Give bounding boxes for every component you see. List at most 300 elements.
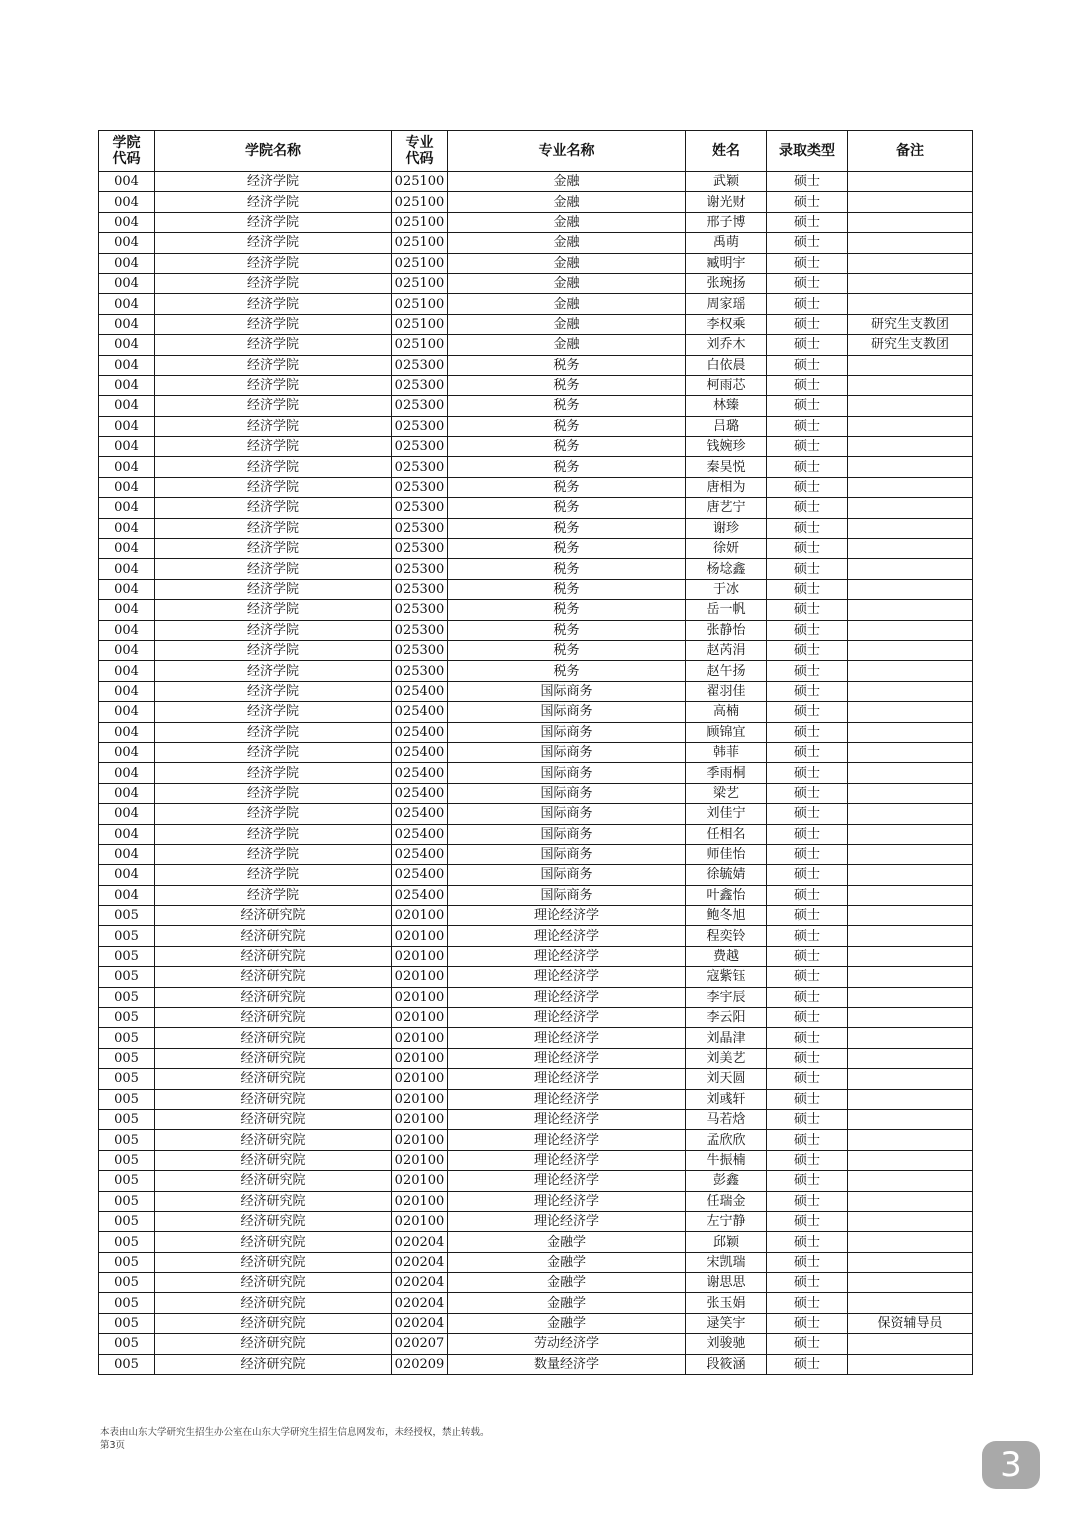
admission-type-cell: 硕士 [767, 742, 848, 762]
major-name-cell: 国际商务 [448, 824, 686, 844]
table-row [99, 1334, 973, 1354]
admission-type-cell: 硕士 [767, 1028, 848, 1048]
remarks-cell [848, 1334, 973, 1354]
student-name-cell: 唐艺宁 [686, 498, 767, 518]
college-code-cell: 004 [99, 437, 155, 457]
major-code-cell: 025400 [392, 844, 448, 864]
student-name-cell: 徐妍 [686, 539, 767, 559]
major-code-cell: 020100 [392, 1109, 448, 1129]
major-name-cell: 税务 [448, 600, 686, 620]
college-name-cell: 经济学院 [155, 865, 392, 885]
table-row [99, 335, 973, 355]
remarks-cell [848, 885, 973, 905]
college-name-cell: 经济学院 [155, 600, 392, 620]
major-name-cell: 理论经济学 [448, 926, 686, 946]
table-row [99, 987, 973, 1007]
college-name-cell: 经济研究院 [155, 987, 392, 1007]
remarks-cell [848, 355, 973, 375]
college-code-cell: 005 [99, 987, 155, 1007]
table-row [99, 1293, 973, 1313]
college-code-cell: 004 [99, 314, 155, 334]
major-code-cell: 025300 [392, 416, 448, 436]
student-name-cell: 钱婉珍 [686, 437, 767, 457]
admission-type-cell: 硕士 [767, 987, 848, 1007]
remarks-cell [848, 967, 973, 987]
college-name-cell: 经济学院 [155, 273, 392, 293]
student-name-cell: 高楠 [686, 702, 767, 722]
admission-type-cell: 硕士 [767, 477, 848, 497]
college-code-cell: 004 [99, 620, 155, 640]
table-row [99, 1232, 973, 1252]
major-code-cell: 025100 [392, 192, 448, 212]
remarks-cell [848, 742, 973, 762]
major-code-cell: 025300 [392, 498, 448, 518]
student-name-cell: 程奕铃 [686, 926, 767, 946]
remarks-cell [848, 396, 973, 416]
major-name-cell: 理论经济学 [448, 967, 686, 987]
major-name-cell: 理论经济学 [448, 946, 686, 966]
college-name-cell: 经济学院 [155, 172, 392, 192]
remarks-cell [848, 294, 973, 314]
major-code-cell: 020100 [392, 1028, 448, 1048]
major-name-cell: 理论经济学 [448, 1069, 686, 1089]
admission-type-cell: 硕士 [767, 620, 848, 640]
college-name-cell: 经济学院 [155, 661, 392, 681]
college-code-cell: 004 [99, 172, 155, 192]
college-name-cell: 经济研究院 [155, 1150, 392, 1170]
remarks-cell: 研究生支教团 [848, 335, 973, 355]
major-code-cell: 025400 [392, 783, 448, 803]
major-name-cell: 金融 [448, 172, 686, 192]
table-row [99, 375, 973, 395]
college-code-cell: 004 [99, 233, 155, 253]
remarks-cell [848, 518, 973, 538]
admission-type-cell: 硕士 [767, 967, 848, 987]
remarks-cell [848, 498, 973, 518]
college-code-cell: 005 [99, 1048, 155, 1068]
major-code-cell: 020100 [392, 906, 448, 926]
major-name-cell: 国际商务 [448, 763, 686, 783]
admission-type-cell: 硕士 [767, 1354, 848, 1374]
admission-type-cell: 硕士 [767, 253, 848, 273]
student-name-cell: 谢珍 [686, 518, 767, 538]
admission-type-cell: 硕士 [767, 1232, 848, 1252]
major-name-cell: 理论经济学 [448, 1211, 686, 1231]
major-name-cell: 劳动经济学 [448, 1334, 686, 1354]
student-name-cell: 寇紫钰 [686, 967, 767, 987]
college-name-cell: 经济研究院 [155, 1171, 392, 1191]
remarks-cell [848, 987, 973, 1007]
college-code-cell: 004 [99, 579, 155, 599]
admission-type-cell: 硕士 [767, 314, 848, 334]
college-code-cell: 004 [99, 600, 155, 620]
college-name-cell: 经济研究院 [155, 1008, 392, 1028]
remarks-cell [848, 804, 973, 824]
college-code-cell: 004 [99, 681, 155, 701]
major-name-cell: 国际商务 [448, 865, 686, 885]
major-name-cell: 金融学 [448, 1252, 686, 1272]
college-code-cell: 005 [99, 1028, 155, 1048]
table-row [99, 518, 973, 538]
admission-type-cell: 硕士 [767, 416, 848, 436]
college-code-cell: 005 [99, 1273, 155, 1293]
student-name-cell: 杨埝鑫 [686, 559, 767, 579]
major-code-cell: 025400 [392, 865, 448, 885]
major-name-cell: 金融 [448, 314, 686, 334]
major-name-cell: 金融学 [448, 1273, 686, 1293]
college-name-cell: 经济研究院 [155, 946, 392, 966]
admission-type-cell: 硕士 [767, 518, 848, 538]
major-name-cell: 税务 [448, 437, 686, 457]
remarks-cell [848, 416, 973, 436]
college-code-cell: 004 [99, 865, 155, 885]
admission-type-cell: 硕士 [767, 498, 848, 518]
college-code-cell: 004 [99, 539, 155, 559]
college-code-cell: 004 [99, 885, 155, 905]
admission-type-cell: 硕士 [767, 396, 848, 416]
major-code-cell: 020100 [392, 946, 448, 966]
table-row [99, 702, 973, 722]
remarks-cell [848, 600, 973, 620]
remarks-cell [848, 906, 973, 926]
remarks-cell [848, 212, 973, 232]
admission-type-cell: 硕士 [767, 804, 848, 824]
college-name-cell: 经济学院 [155, 314, 392, 334]
remarks-cell [848, 640, 973, 660]
student-name-cell: 柯雨芯 [686, 375, 767, 395]
major-code-cell: 025300 [392, 477, 448, 497]
remarks-cell [848, 1150, 973, 1170]
major-code-cell: 025300 [392, 620, 448, 640]
student-name-cell: 翟羽佳 [686, 681, 767, 701]
college-code-cell: 004 [99, 192, 155, 212]
footer [100, 1426, 490, 1452]
major-name-cell: 国际商务 [448, 783, 686, 803]
major-name-cell: 国际商务 [448, 722, 686, 742]
major-name-cell: 国际商务 [448, 681, 686, 701]
college-code-cell: 004 [99, 335, 155, 355]
student-name-cell: 李宇辰 [686, 987, 767, 1007]
table-row [99, 681, 973, 701]
major-code-cell: 025100 [392, 212, 448, 232]
admission-type-cell: 硕士 [767, 1008, 848, 1028]
remarks-cell [848, 1252, 973, 1272]
major-code-cell: 025300 [392, 640, 448, 660]
admission-type-cell: 硕士 [767, 559, 848, 579]
college-code-cell: 005 [99, 1171, 155, 1191]
remarks-cell [848, 457, 973, 477]
student-name-cell: 马若焓 [686, 1109, 767, 1129]
admission-type-cell: 硕士 [767, 437, 848, 457]
major-name-cell: 税务 [448, 559, 686, 579]
remarks-cell [848, 273, 973, 293]
table-row [99, 1150, 973, 1170]
major-code-cell: 025300 [392, 559, 448, 579]
college-name-cell: 经济学院 [155, 437, 392, 457]
college-name-cell: 经济研究院 [155, 1191, 392, 1211]
college-name-cell: 经济学院 [155, 722, 392, 742]
admission-type-cell: 硕士 [767, 1211, 848, 1231]
college-code-cell: 005 [99, 1130, 155, 1150]
major-name-cell: 税务 [448, 477, 686, 497]
major-code-cell: 025300 [392, 396, 448, 416]
college-name-cell: 经济学院 [155, 844, 392, 864]
table-row [99, 314, 973, 334]
table-row [99, 824, 973, 844]
college-code-cell: 005 [99, 1069, 155, 1089]
college-name-cell: 经济学院 [155, 702, 392, 722]
college-name-cell: 经济研究院 [155, 1293, 392, 1313]
college-name-cell: 经济学院 [155, 355, 392, 375]
table-row [99, 1191, 973, 1211]
college-name-cell: 经济学院 [155, 375, 392, 395]
college-code-cell: 004 [99, 640, 155, 660]
college-name-cell: 经济研究院 [155, 926, 392, 946]
admission-type-cell: 硕士 [767, 172, 848, 192]
college-name-cell: 经济研究院 [155, 1109, 392, 1129]
admission-type-cell: 硕士 [767, 1252, 848, 1272]
college-name-cell: 经济研究院 [155, 1232, 392, 1252]
remarks-cell [848, 1191, 973, 1211]
student-name-cell: 师佳怡 [686, 844, 767, 864]
student-name-cell: 季雨桐 [686, 763, 767, 783]
table-row [99, 1313, 973, 1333]
table-row [99, 742, 973, 762]
admission-type-cell: 硕士 [767, 1334, 848, 1354]
college-name-cell: 经济学院 [155, 253, 392, 273]
major-name-cell: 金融 [448, 273, 686, 293]
student-name-cell: 臧明宇 [686, 253, 767, 273]
remarks-cell [848, 1028, 973, 1048]
major-name-cell: 税务 [448, 375, 686, 395]
student-name-cell: 刘晶津 [686, 1028, 767, 1048]
college-name-cell: 经济研究院 [155, 1354, 392, 1374]
college-code-cell: 004 [99, 273, 155, 293]
admission-type-cell: 硕士 [767, 1171, 848, 1191]
major-name-cell: 税务 [448, 355, 686, 375]
admission-type-cell: 硕士 [767, 375, 848, 395]
college-code-cell: 004 [99, 661, 155, 681]
college-name-cell: 经济学院 [155, 640, 392, 660]
table-row [99, 783, 973, 803]
student-name-cell: 刘佳宁 [686, 804, 767, 824]
major-name-cell: 税务 [448, 498, 686, 518]
table-row [99, 437, 973, 457]
table-row [99, 1048, 973, 1068]
header-major-name: 专业名称 [448, 131, 686, 172]
college-name-cell: 经济研究院 [155, 1069, 392, 1089]
college-name-cell: 经济学院 [155, 212, 392, 232]
major-code-cell: 025100 [392, 335, 448, 355]
major-name-cell: 理论经济学 [448, 1191, 686, 1211]
page-indicator-badge: 3 [982, 1441, 1040, 1489]
major-name-cell: 金融学 [448, 1232, 686, 1252]
table-row [99, 1273, 973, 1293]
major-name-cell: 理论经济学 [448, 1150, 686, 1170]
major-code-cell: 025400 [392, 681, 448, 701]
college-name-cell: 经济学院 [155, 783, 392, 803]
major-name-cell: 金融学 [448, 1293, 686, 1313]
student-name-cell: 白依晨 [686, 355, 767, 375]
major-name-cell: 理论经济学 [448, 1109, 686, 1129]
college-name-cell: 经济学院 [155, 742, 392, 762]
remarks-cell [848, 865, 973, 885]
major-name-cell: 金融 [448, 192, 686, 212]
student-name-cell: 彭鑫 [686, 1171, 767, 1191]
college-code-cell: 005 [99, 1354, 155, 1374]
college-code-cell: 005 [99, 946, 155, 966]
remarks-cell [848, 1232, 973, 1252]
table-row [99, 600, 973, 620]
major-name-cell: 税务 [448, 620, 686, 640]
college-code-cell: 004 [99, 559, 155, 579]
major-name-cell: 税务 [448, 539, 686, 559]
table-row [99, 1252, 973, 1272]
table-row [99, 212, 973, 232]
major-name-cell: 国际商务 [448, 742, 686, 762]
college-name-cell: 经济研究院 [155, 1211, 392, 1231]
remarks-cell [848, 437, 973, 457]
remarks-cell [848, 783, 973, 803]
major-name-cell: 金融学 [448, 1313, 686, 1333]
table-row [99, 722, 973, 742]
admission-type-cell: 硕士 [767, 1089, 848, 1109]
student-name-cell: 鲍冬旭 [686, 906, 767, 926]
remarks-cell [848, 1069, 973, 1089]
student-name-cell: 赵午扬 [686, 661, 767, 681]
student-name-cell: 林臻 [686, 396, 767, 416]
college-code-cell: 004 [99, 477, 155, 497]
table-row [99, 192, 973, 212]
college-name-cell: 经济学院 [155, 294, 392, 314]
college-name-cell: 经济学院 [155, 498, 392, 518]
student-name-cell: 秦昊悦 [686, 457, 767, 477]
college-name-cell: 经济研究院 [155, 1028, 392, 1048]
college-code-cell: 004 [99, 804, 155, 824]
header-college-code: 学院 代码 [99, 131, 155, 172]
student-name-cell: 宋凯瑞 [686, 1252, 767, 1272]
admission-type-cell: 硕士 [767, 355, 848, 375]
table-row [99, 906, 973, 926]
table-row [99, 804, 973, 824]
major-name-cell: 国际商务 [448, 804, 686, 824]
college-name-cell: 经济学院 [155, 885, 392, 905]
remarks-cell [848, 1354, 973, 1374]
major-code-cell: 025400 [392, 804, 448, 824]
major-code-cell: 020100 [392, 1008, 448, 1028]
major-name-cell: 理论经济学 [448, 1048, 686, 1068]
remarks-cell [848, 579, 973, 599]
student-name-cell: 徐毓婧 [686, 865, 767, 885]
student-name-cell: 周家瑶 [686, 294, 767, 314]
admission-type-cell: 硕士 [767, 681, 848, 701]
table-row [99, 1354, 973, 1374]
major-code-cell: 020100 [392, 1089, 448, 1109]
college-name-cell: 经济学院 [155, 539, 392, 559]
student-name-cell: 刘天圆 [686, 1069, 767, 1089]
admission-type-cell: 硕士 [767, 1273, 848, 1293]
table-row [99, 1211, 973, 1231]
table-row [99, 559, 973, 579]
header-college-name: 学院名称 [155, 131, 392, 172]
college-name-cell: 经济研究院 [155, 906, 392, 926]
admission-type-cell: 硕士 [767, 294, 848, 314]
remarks-cell [848, 1293, 973, 1313]
remarks-cell [848, 253, 973, 273]
college-name-cell: 经济研究院 [155, 1048, 392, 1068]
table-row [99, 640, 973, 660]
college-name-cell: 经济学院 [155, 233, 392, 253]
major-code-cell: 025100 [392, 172, 448, 192]
major-name-cell: 理论经济学 [448, 1028, 686, 1048]
admission-type-cell: 硕士 [767, 885, 848, 905]
college-code-cell: 004 [99, 763, 155, 783]
major-code-cell: 025300 [392, 518, 448, 538]
college-name-cell: 经济研究院 [155, 1334, 392, 1354]
major-code-cell: 020100 [392, 926, 448, 946]
major-code-cell: 020100 [392, 1150, 448, 1170]
table-body [99, 172, 973, 1375]
college-code-cell: 004 [99, 722, 155, 742]
major-code-cell: 020100 [392, 967, 448, 987]
college-name-cell: 经济学院 [155, 579, 392, 599]
major-code-cell: 025400 [392, 742, 448, 762]
table-row [99, 355, 973, 375]
college-code-cell: 004 [99, 742, 155, 762]
header-remarks: 备注 [848, 131, 973, 172]
major-code-cell: 020100 [392, 1048, 448, 1068]
header-admission-type: 录取类型 [767, 131, 848, 172]
major-name-cell: 税务 [448, 640, 686, 660]
major-name-cell: 理论经济学 [448, 1171, 686, 1191]
college-code-cell: 004 [99, 824, 155, 844]
table-row [99, 1008, 973, 1028]
major-name-cell: 金融 [448, 335, 686, 355]
major-name-cell: 税务 [448, 457, 686, 477]
college-code-cell: 004 [99, 498, 155, 518]
major-name-cell: 理论经济学 [448, 906, 686, 926]
major-code-cell: 025300 [392, 600, 448, 620]
student-name-cell: 梁艺 [686, 783, 767, 803]
student-name-cell: 刘骏驰 [686, 1334, 767, 1354]
major-code-cell: 020100 [392, 1211, 448, 1231]
major-code-cell: 025100 [392, 253, 448, 273]
student-name-cell: 任相名 [686, 824, 767, 844]
table-row [99, 865, 973, 885]
major-name-cell: 国际商务 [448, 885, 686, 905]
major-name-cell: 理论经济学 [448, 1130, 686, 1150]
admission-type-cell: 硕士 [767, 1048, 848, 1068]
major-name-cell: 税务 [448, 579, 686, 599]
table-header-row [99, 131, 973, 172]
college-name-cell: 经济学院 [155, 192, 392, 212]
major-code-cell: 025300 [392, 437, 448, 457]
college-code-cell: 004 [99, 375, 155, 395]
table-row [99, 498, 973, 518]
admission-type-cell: 硕士 [767, 906, 848, 926]
major-name-cell: 国际商务 [448, 844, 686, 864]
admission-type-cell: 硕士 [767, 763, 848, 783]
college-name-cell: 经济学院 [155, 763, 392, 783]
major-code-cell: 020209 [392, 1354, 448, 1374]
major-code-cell: 020204 [392, 1252, 448, 1272]
major-code-cell: 025100 [392, 273, 448, 293]
admission-type-cell: 硕士 [767, 926, 848, 946]
admission-type-cell: 硕士 [767, 1109, 848, 1129]
student-name-cell: 牛振楠 [686, 1150, 767, 1170]
college-code-cell: 004 [99, 253, 155, 273]
remarks-cell [848, 1008, 973, 1028]
